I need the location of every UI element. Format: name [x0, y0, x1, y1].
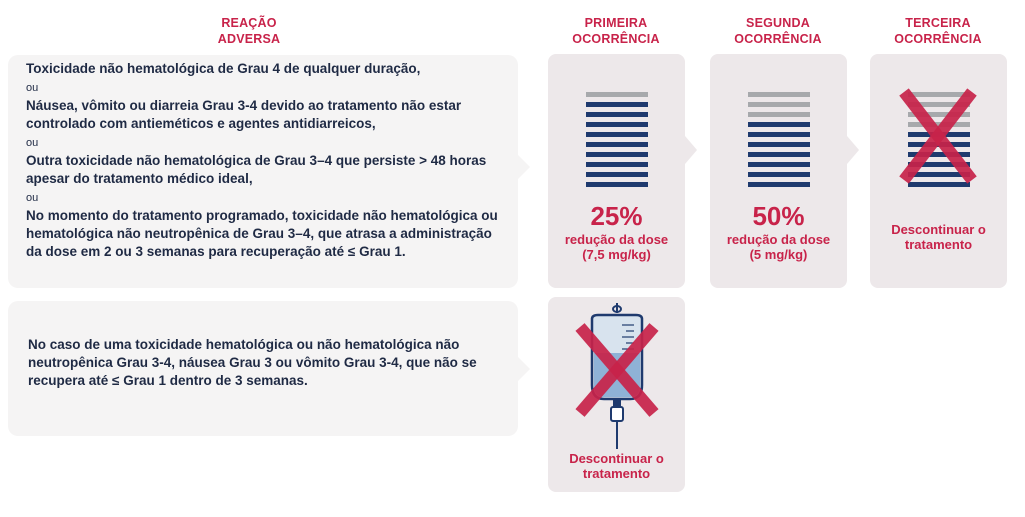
- dose-bar-remaining: [748, 142, 810, 147]
- reaction-text-row2: [28, 336, 488, 390]
- condition-4: No momento do tratamento programado, toxicidade não hematológica ou hematológica não neutropênica de Grau 3–4, que atrasa a administração da dose em 2 ou 3 semanas para recuperação até ≤ Grau 1.: [26, 208, 498, 259]
- dose-bar-remaining: [748, 162, 810, 167]
- dose-bar-remaining: [748, 182, 810, 187]
- or-separator-1: ou: [26, 82, 39, 94]
- dose-bar-remaining: [586, 182, 648, 187]
- card-second-occurrence: [710, 54, 847, 288]
- card-third-occurrence: [870, 54, 1007, 288]
- dose-reduction-percent-second: 50%: [752, 201, 805, 231]
- discontinue-x-icon-row2: [574, 323, 660, 417]
- condition-3: Outra toxicidade não hematológica de Grau 3–4 que persiste > 48 horas apesar do tratamento médico ideal,: [26, 153, 487, 186]
- header-first-occurrence: PRIMEIRA OCORRÊNCIA: [572, 16, 660, 46]
- dose-bar-reduced: [748, 92, 810, 97]
- header-second-occurrence: SEGUNDA OCORRÊNCIA: [734, 16, 822, 46]
- header-third-occurrence: TERCEIRA OCORRÊNCIA: [894, 16, 982, 46]
- dose-bar-remaining: [586, 152, 648, 157]
- dose-bar-remaining: [586, 162, 648, 167]
- condition-1: Toxicidade não hematológica de Grau 4 de qualquer duração,: [26, 61, 421, 76]
- dose-bar-remaining: [586, 102, 648, 107]
- reaction-list-row1: [26, 60, 506, 261]
- discontinue-label-third: Descontinuar o tratamento: [891, 222, 986, 252]
- dose-reduction-label-first: redução da dose (7,5 mg/kg): [564, 232, 669, 262]
- dose-bar-reduced: [748, 112, 810, 117]
- dose-bar-reduced: [586, 92, 648, 97]
- dose-bar-remaining: [748, 132, 810, 137]
- dose-reduction-percent-first: 25%: [590, 201, 643, 231]
- dose-bar-remaining: [748, 152, 810, 157]
- dose-bar-remaining: [586, 142, 648, 147]
- dose-bar-remaining: [586, 122, 648, 127]
- or-separator-2: ou: [26, 137, 39, 149]
- discontinue-label-row2: Descontinuar o tratamento: [569, 451, 664, 481]
- dose-bar-remaining: [748, 172, 810, 177]
- condition-2: Náusea, vômito ou diarreia Grau 3-4 devido ao tratamento não estar controlado com antieméticos e agentes antidiarreicos,: [26, 98, 462, 131]
- dose-bar-remaining: [586, 112, 648, 117]
- discontinue-x-icon: [898, 88, 978, 184]
- dose-bar-reduced: [748, 102, 810, 107]
- card-row2-first-occurrence: [548, 297, 685, 492]
- condition-row2: No caso de uma toxicidade hematológica ou não hematológica não neutropênica Grau 3-4, náusea Grau 3 ou vômito Grau 3-4, que não se recupera até ≤ Grau 1 dentro de 3 semanas.: [28, 337, 477, 388]
- dose-reduction-label-second: redução da dose (5 mg/kg): [726, 232, 831, 262]
- header-adverse-reaction: REAÇÃO ADVERSA: [217, 16, 281, 46]
- dose-bar-remaining: [748, 122, 810, 127]
- or-separator-3: ou: [26, 192, 39, 204]
- card-first-occurrence: [548, 54, 685, 288]
- dose-bar-remaining: [586, 172, 648, 177]
- dose-bar-remaining: [586, 132, 648, 137]
